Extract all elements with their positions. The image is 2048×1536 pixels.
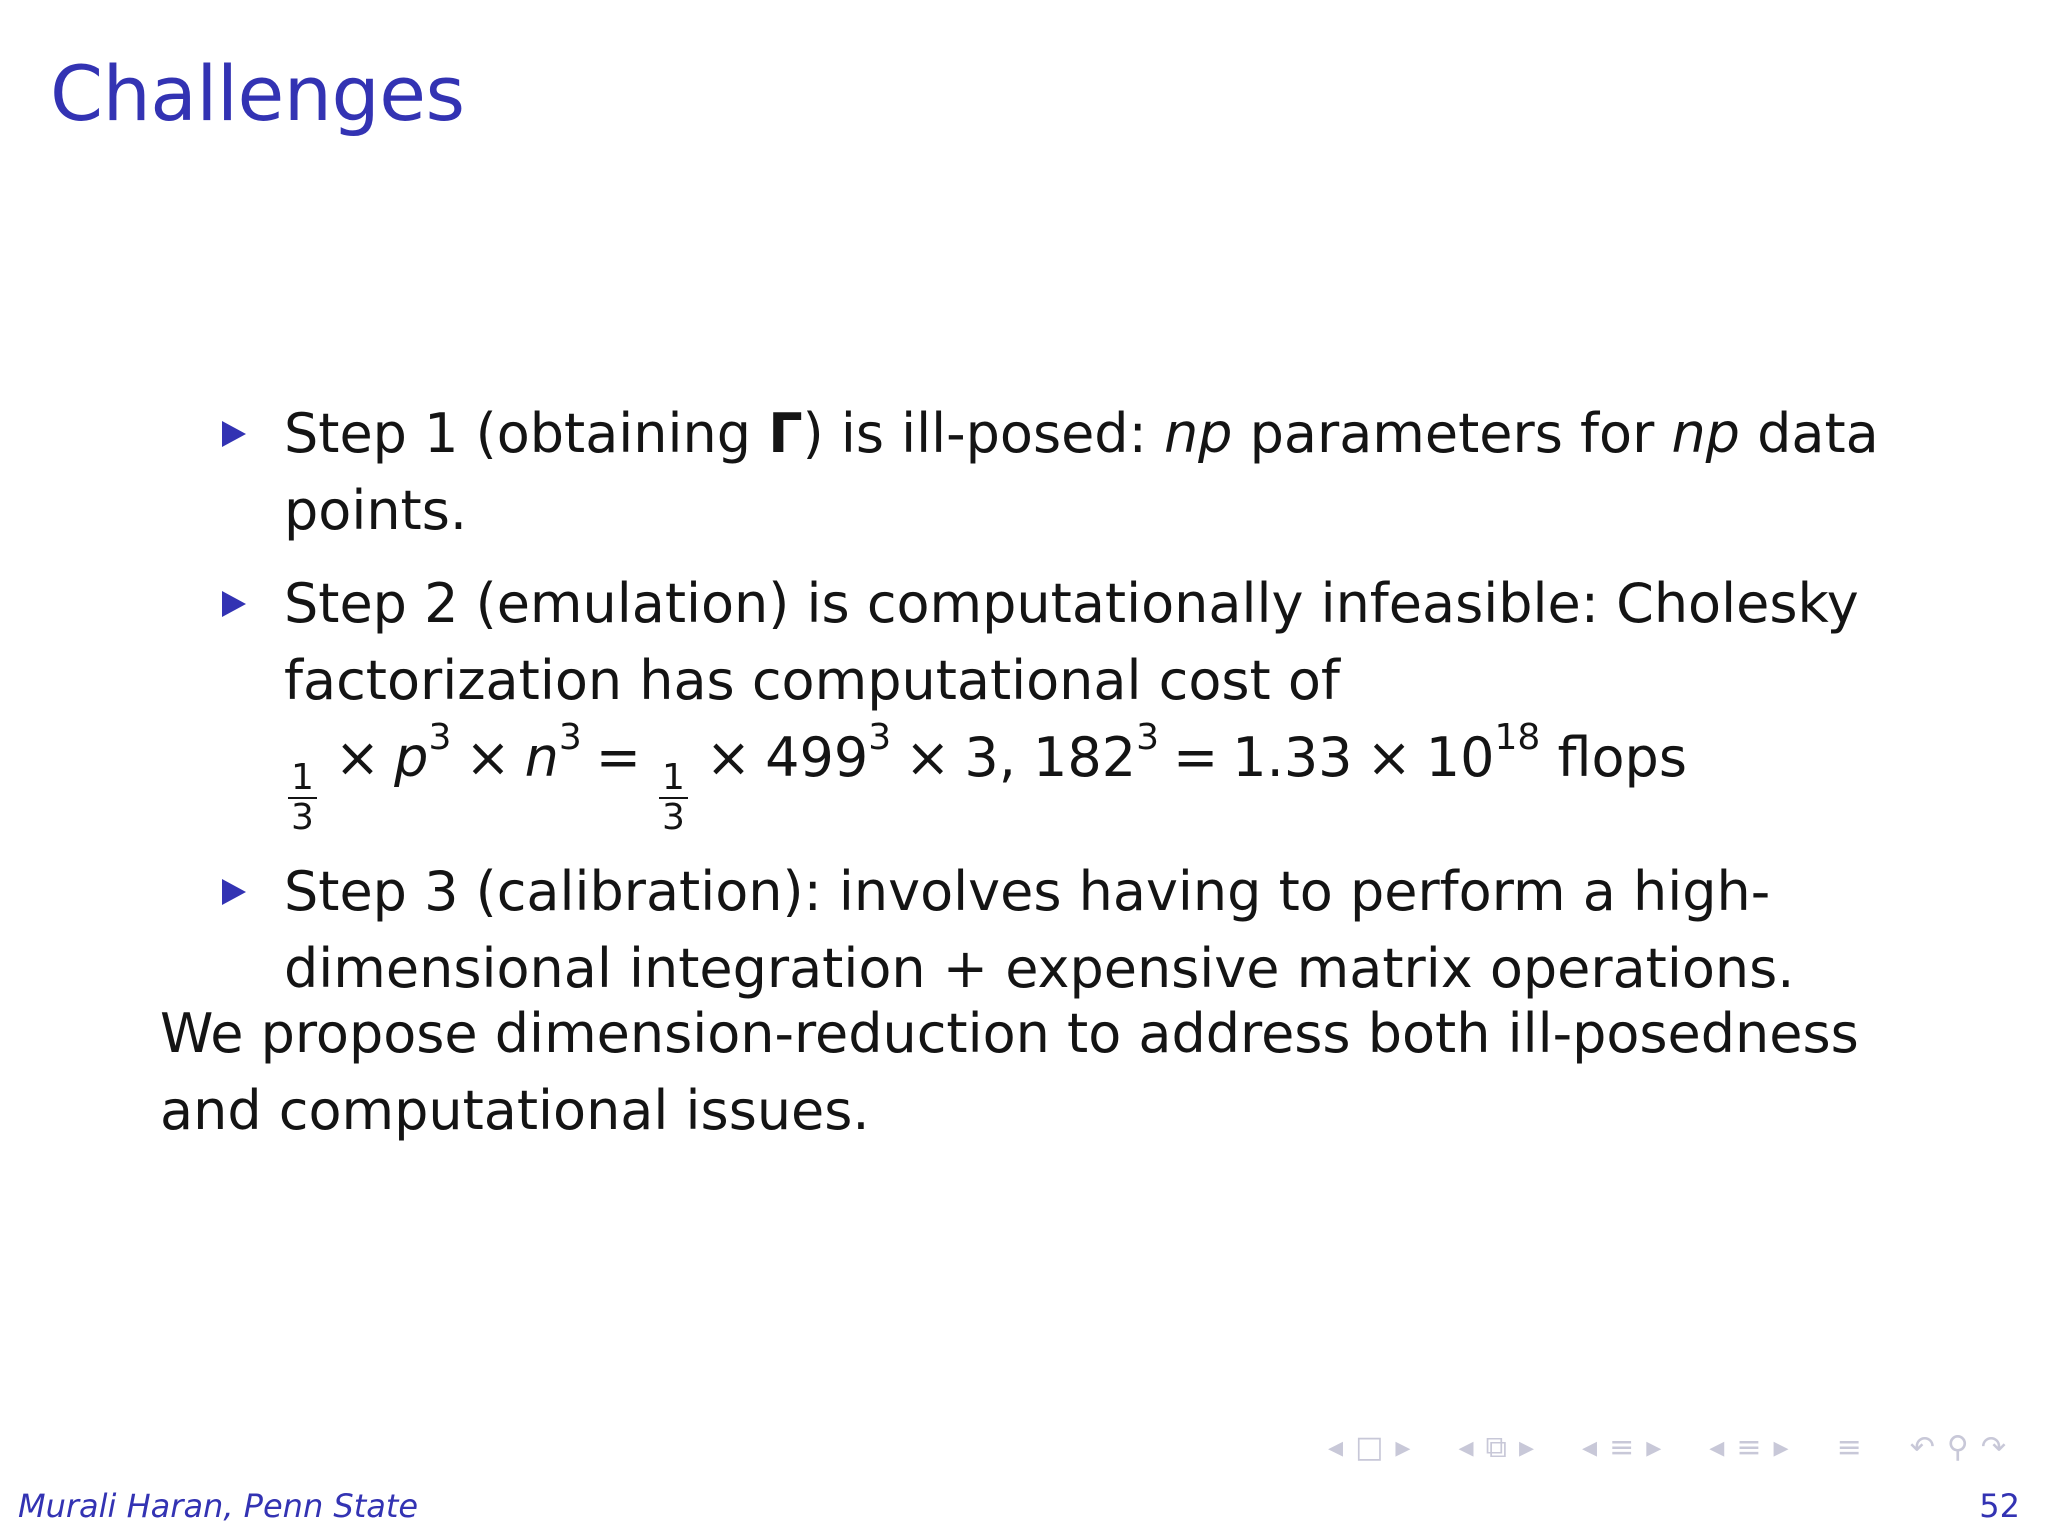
- triangle-bullet-icon: [222, 879, 246, 905]
- slide-title: Challenges: [50, 49, 465, 138]
- section-icon[interactable]: ≡: [1736, 1430, 1762, 1465]
- step1-text-d: data points.: [284, 402, 1879, 542]
- nav-next-icon[interactable]: ▸: [1646, 1430, 1662, 1465]
- nav-prev-icon[interactable]: ◂: [1458, 1430, 1474, 1465]
- step2-text: Step 2 (emulation) is computationally infeasible: Cholesky factorization has computational cost of: [284, 572, 1859, 712]
- forward-icon[interactable]: ↷: [1980, 1430, 2006, 1465]
- plus-sign: +: [942, 936, 989, 1000]
- list-item-step-3: [222, 853, 1922, 1007]
- closing-statement: We propose dimension-reduction to address both ill-posedness and computational issues.: [160, 1002, 1859, 1142]
- section-nav[interactable]: [1576, 1430, 1667, 1465]
- toc-nav[interactable]: [1831, 1430, 1868, 1465]
- search-icon[interactable]: ⚲: [1946, 1430, 1969, 1465]
- triangle-bullet-icon: [222, 421, 246, 447]
- nav-next-icon[interactable]: ▸: [1395, 1430, 1411, 1465]
- section-icon[interactable]: ≡: [1609, 1430, 1635, 1465]
- np-term-1: np: [1163, 402, 1233, 465]
- fraction-one-third: $\frac{1}{3}$: [288, 759, 317, 837]
- nav-next-icon[interactable]: ▸: [1773, 1430, 1789, 1465]
- nav-next-icon[interactable]: ▸: [1518, 1430, 1535, 1465]
- fraction-one-third: $\frac{1}{3}$: [659, 759, 688, 837]
- cost-formula: $\frac{1}{3}$ × $p^3 \times n^3$ = $\frac{1}{3}$ × $499^3 \times 3$, $182^3 = 1.33 \times 10^{18}$ flops: [284, 726, 1687, 789]
- nav-prev-icon[interactable]: ◂: [1582, 1430, 1598, 1465]
- step1-text-a: Step 1 (obtaining: [284, 402, 769, 465]
- triangle-bullet-icon: [222, 591, 246, 617]
- step1-text-b: ) is ill-posed:: [802, 402, 1164, 465]
- gamma-symbol: Γ: [768, 402, 803, 465]
- back-icon[interactable]: ↶: [1909, 1430, 1935, 1465]
- nav-prev-icon[interactable]: ◂: [1328, 1430, 1344, 1465]
- step3-text-b: expensive matrix operations.: [988, 936, 1795, 1000]
- step3-text-a: Step 3 (calibration): involves having to perform a high-dimensional integration: [284, 859, 1771, 1000]
- nav-prev-icon[interactable]: ◂: [1709, 1430, 1725, 1465]
- frame-icon[interactable]: □: [1355, 1430, 1384, 1465]
- list-item-step-1: [222, 395, 1922, 549]
- frame-nav[interactable]: [1322, 1430, 1416, 1465]
- footer-author: Murali Haran, Penn State: [18, 1487, 419, 1525]
- np-term-2: np: [1671, 402, 1740, 465]
- search-nav[interactable]: [1904, 1430, 2012, 1465]
- toc-icon[interactable]: ≡: [1836, 1430, 1862, 1465]
- subsection-icon[interactable]: ⧉: [1485, 1430, 1507, 1465]
- beamer-navigation: [1316, 1430, 2042, 1465]
- step1-text-c: parameters for: [1232, 402, 1672, 465]
- list-item-step-2: [222, 565, 1922, 837]
- bullet-list: [222, 395, 1922, 1023]
- section-nav-2[interactable]: [1703, 1430, 1794, 1465]
- page-number: 52: [1979, 1487, 2020, 1525]
- subsection-nav[interactable]: [1452, 1430, 1540, 1465]
